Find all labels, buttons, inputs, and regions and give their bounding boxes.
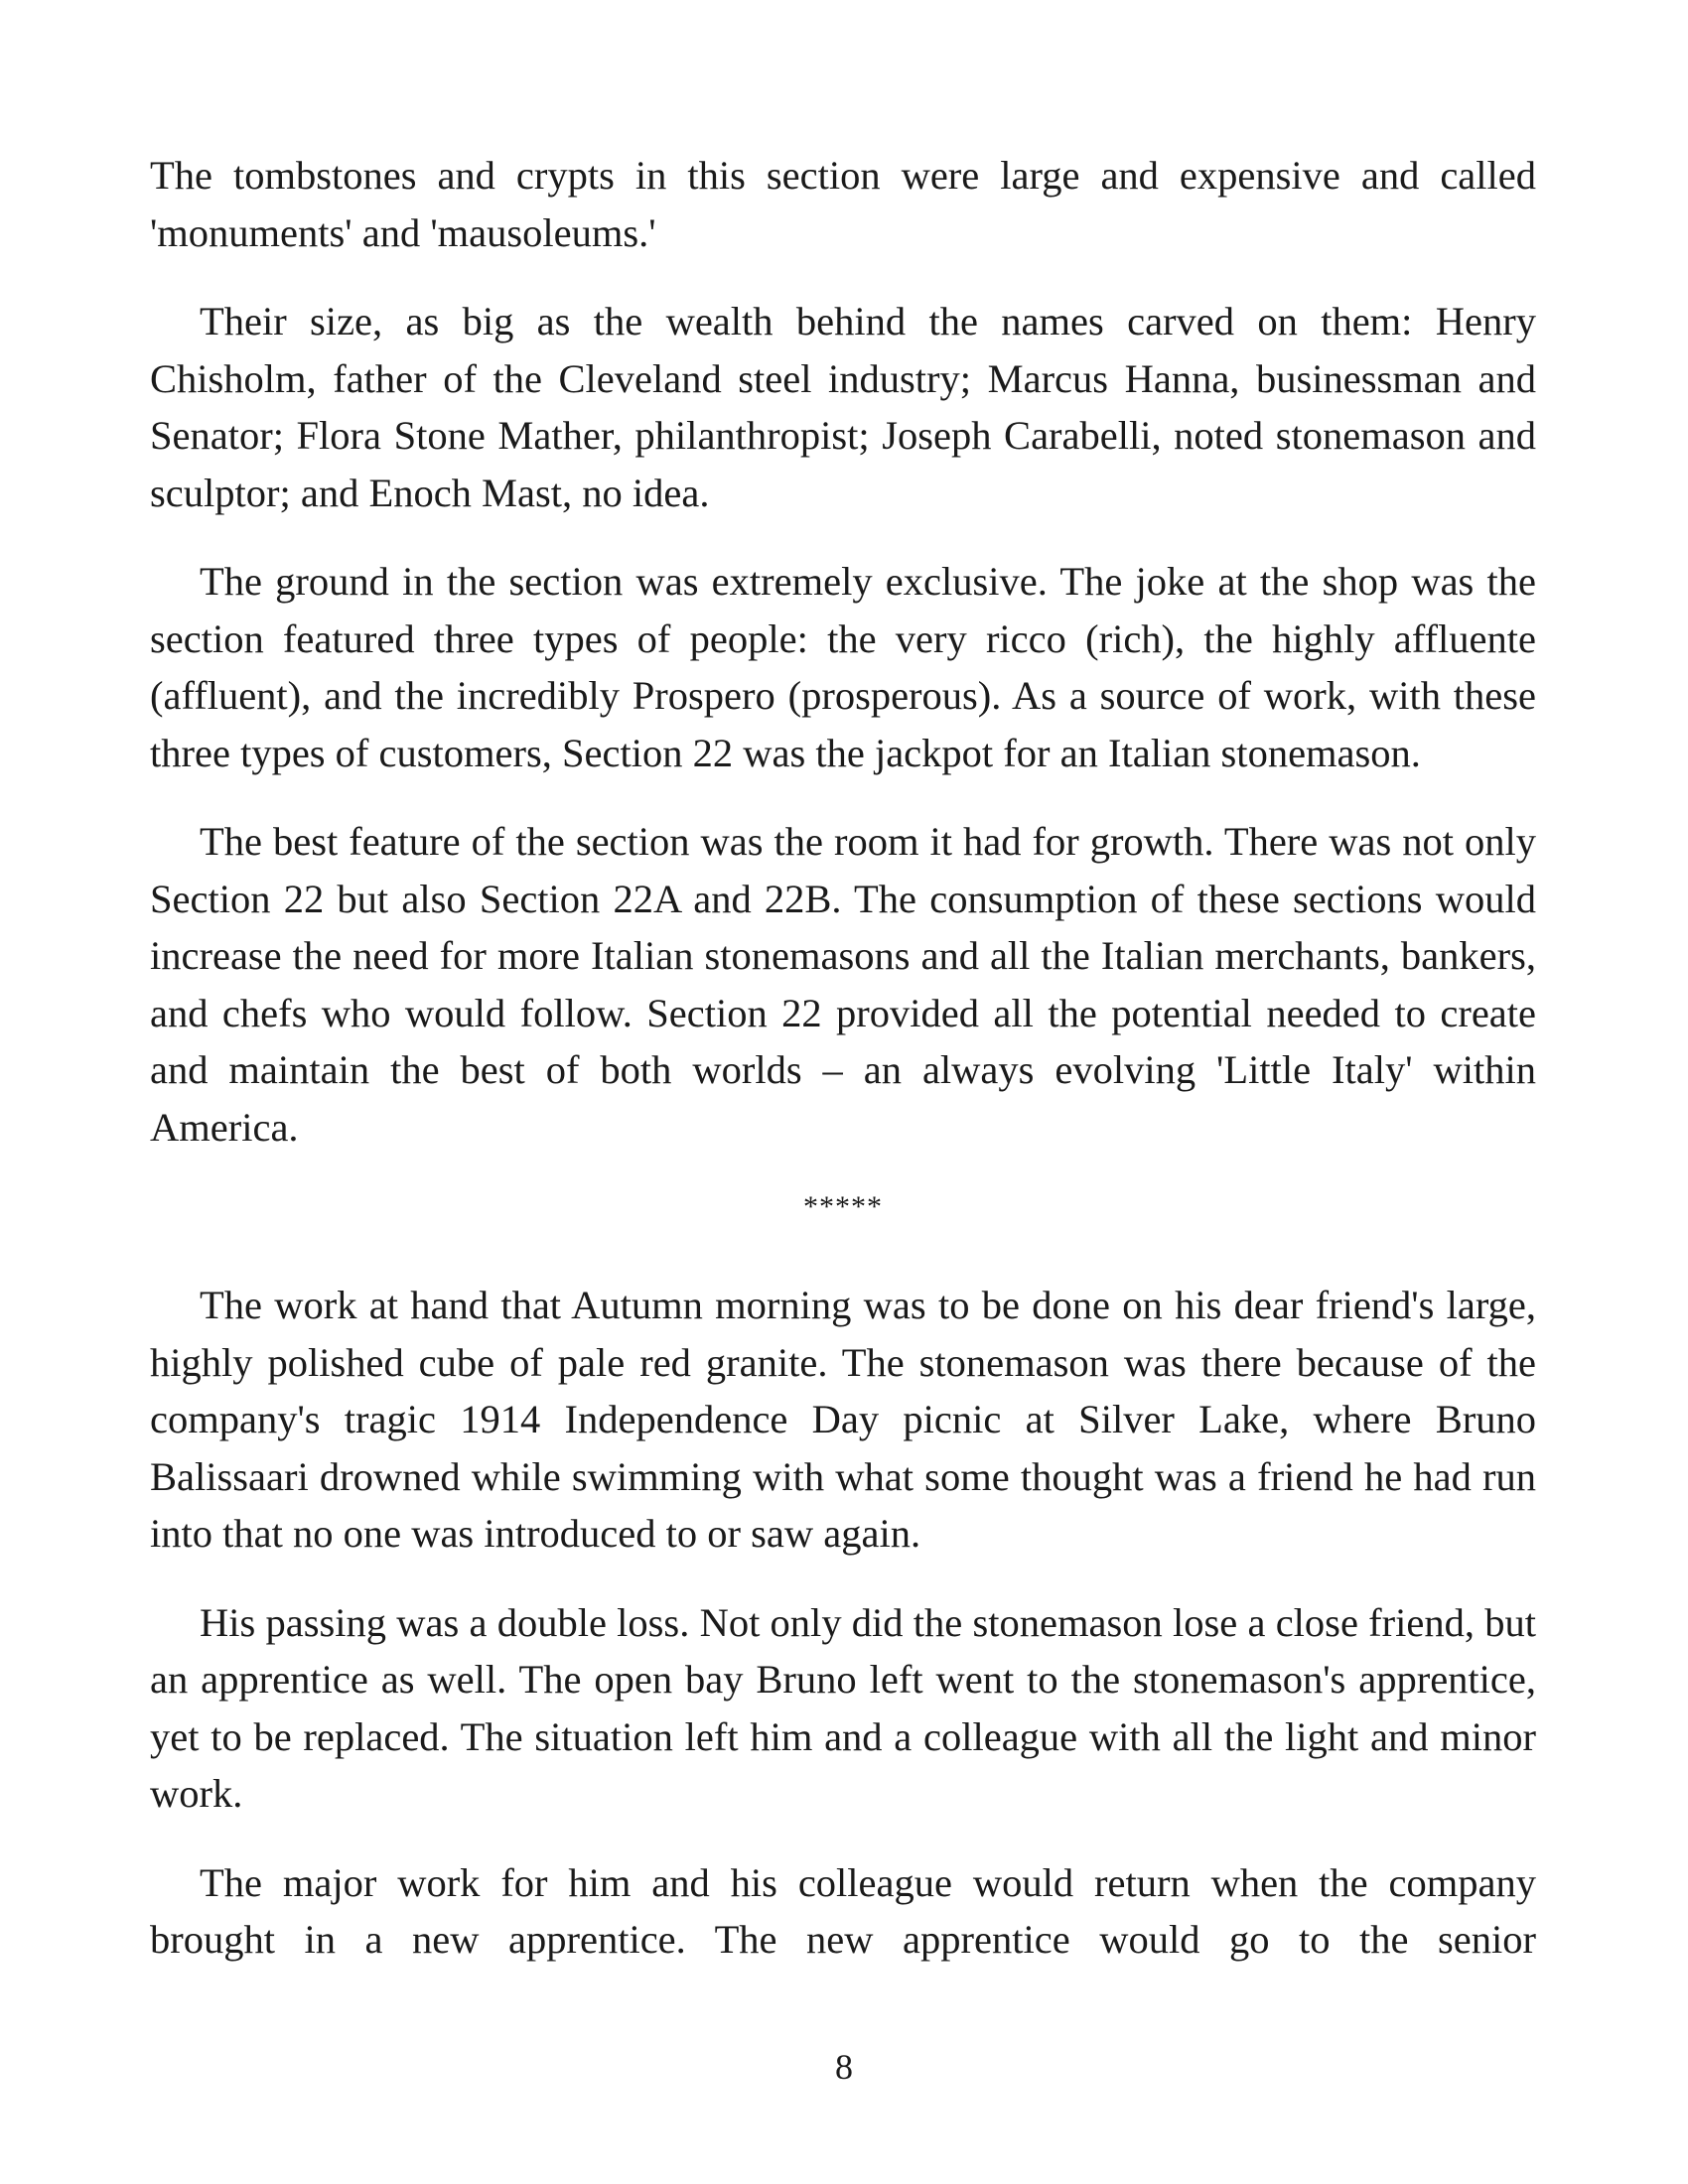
paragraph: The tombstones and crypts in this section were large and expensive and called 'monuments' and 'mausoleums.' xyxy=(150,153,1536,255)
scene-break: ***** xyxy=(803,1190,883,1223)
paragraph: His passing was a double loss. Not only did the stonemason lose a close friend, but an apprentice as well. The open bay Bruno left went to the stonemason's apprentice, yet to be replaced. The situation left him and a colleague with all the light and minor work. xyxy=(150,1599,1536,1816)
page-number: 8 xyxy=(835,2047,853,2087)
paragraph: The best feature of the section was the room it had for growth. There was not only Section 22 but also Section 22A and 22B. The consumption of these sections would increase the need for more Italian stonemasons and all the Italian merchants, bankers, and chefs who would follow. Section 22 provided all the potential needed to create and maintain the best of both worlds – an always evolving 'Little Italy' within America. xyxy=(150,819,1536,1150)
paragraph: The ground in the section was extremely exclusive. The joke at the shop was the section featured three types of people: the very ricco (rich), the highly affluente (affluent), and the incredibly Prospero (prosperous). As a source of work, with these three types of customers, Section 22 was the jackpot for an Italian stonemason. xyxy=(150,559,1536,775)
paragraph: Their size, as big as the wealth behind the names carved on them: Henry Chisholm, father of the Cleveland steel industry; Marcus Hanna, businessman and Senator; Flora Stone Mather, philanthropist; Joseph Carabelli, noted stonemason and sculptor; and Enoch Mast, no idea. xyxy=(150,299,1536,515)
paragraph: The work at hand that Autumn morning was to be done on his dear friend's large, highly polished cube of pale red granite. The stonemason was there because of the company's tragic 1914 Independence Day picnic at Silver Lake, where Bruno Balissaari drowned while swimming with what some thought was a friend he had run into that no one was introduced to or saw again. xyxy=(150,1283,1536,1556)
paragraph: The major work for him and his colleague would return when the company brought in a new apprentice. The new apprentice would go to the senior xyxy=(150,1859,1536,1962)
page-body xyxy=(150,147,1536,1969)
